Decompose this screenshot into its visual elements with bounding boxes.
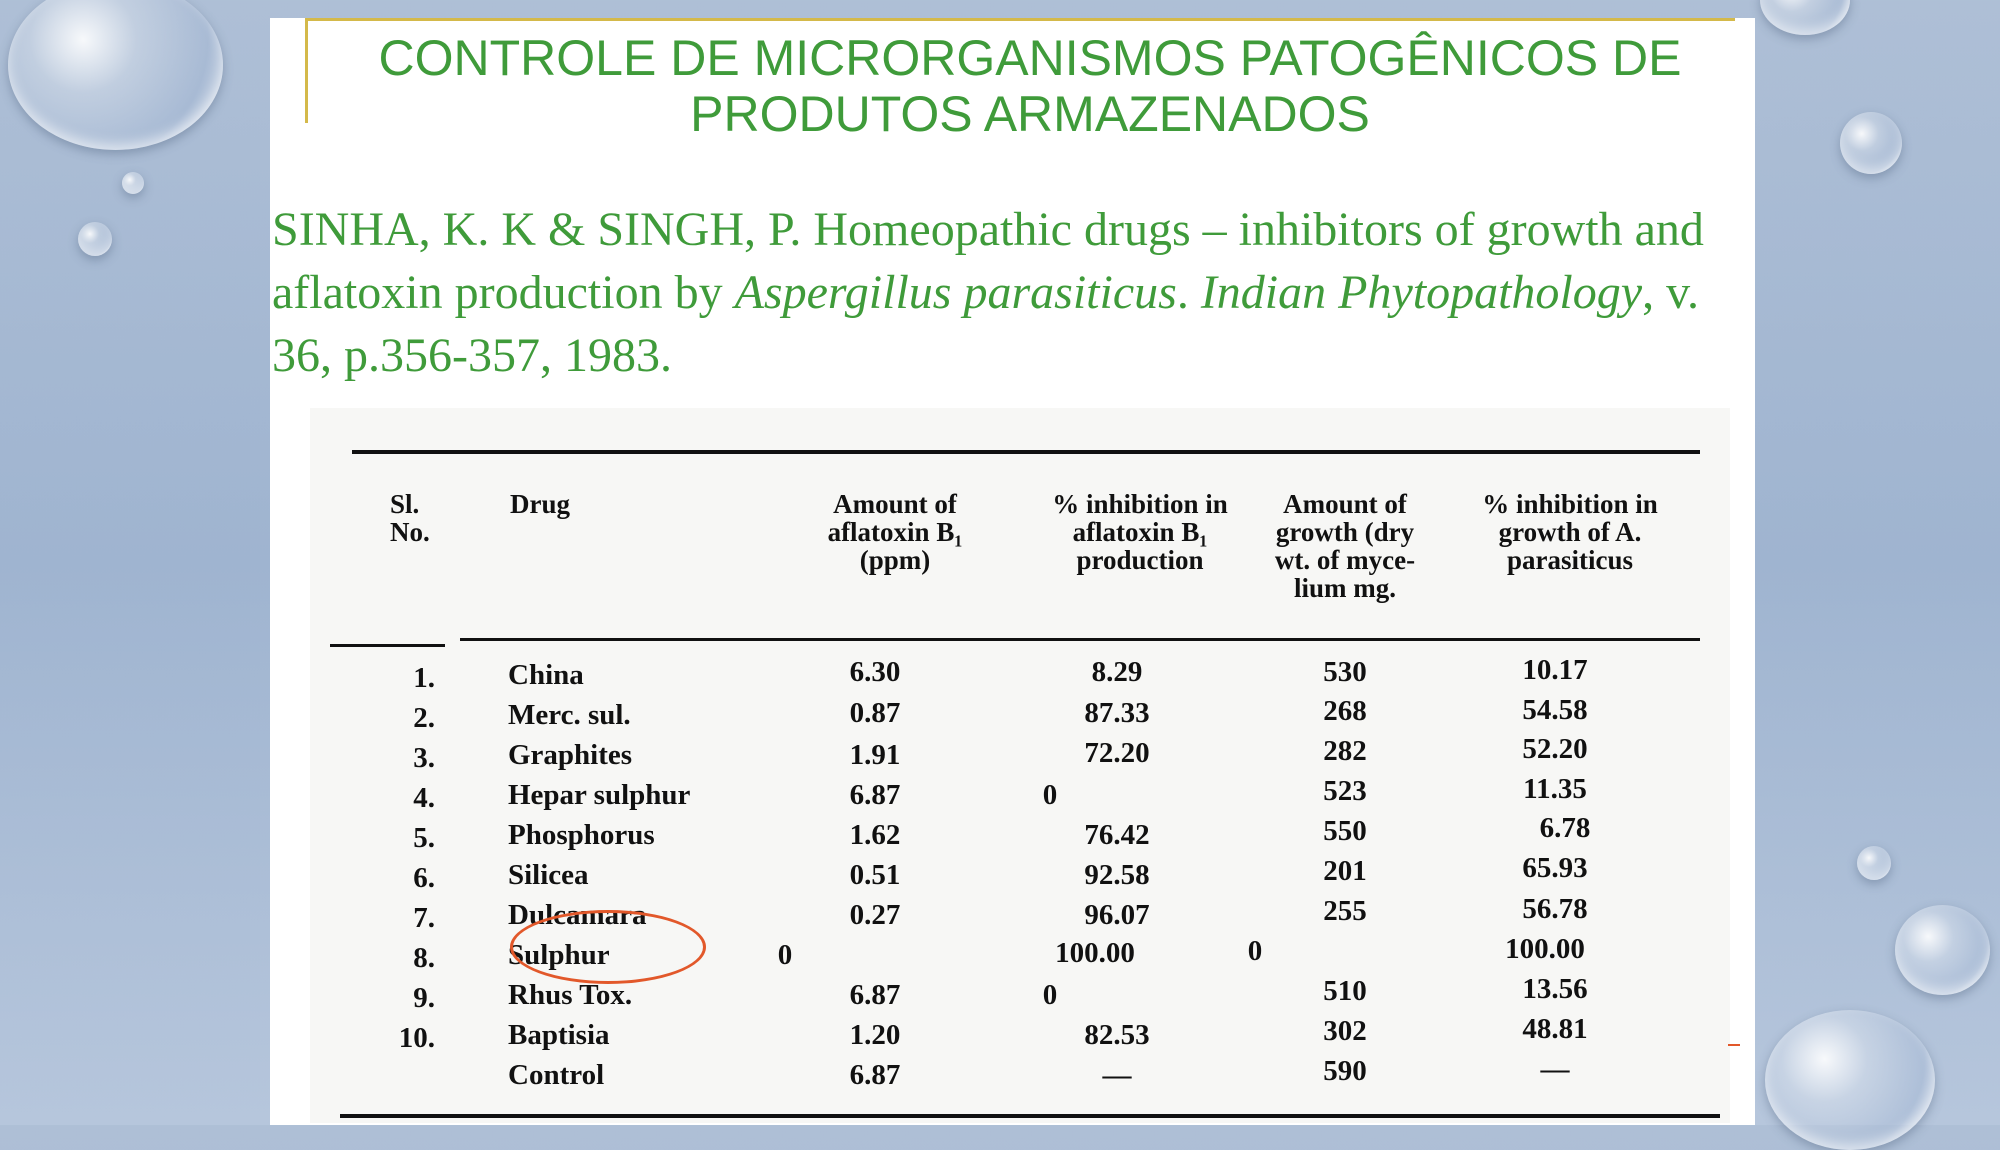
water-drop-decoration [1857, 846, 1891, 880]
cell-aflatoxin: 1.20 [849, 1019, 901, 1051]
cell-inhibition-growth: 11.35 [1523, 773, 1587, 805]
citation-species: Aspergillus parasiticus [734, 266, 1177, 319]
scanned-table [310, 408, 1730, 1123]
citation-authors: SINHA, K. K & SINGH, P. Homeopathic drugs – inhibitors of growth and aflatoxin production by [272, 203, 1704, 319]
citation-separator: . [1176, 266, 1201, 319]
slide-edge-mark [1728, 1044, 1740, 1046]
cell-aflatoxin: 0 [777, 939, 793, 971]
cell-aflatoxin: 6.87 [849, 779, 901, 811]
title-accent-bar [305, 18, 308, 123]
cell-inhibition-growth: 52.20 [1522, 733, 1588, 765]
cell-aflatoxin: 0.87 [849, 697, 901, 729]
cell-drug: China [508, 659, 584, 691]
header-drug: Drug [510, 489, 570, 519]
cell-inhibition-growth: 6.78 [1539, 812, 1591, 844]
water-drop-decoration [78, 222, 112, 256]
header-aflatoxin: Amount of aflatoxin B₁ (ppm) [827, 489, 963, 575]
cell-growth: 268 [1323, 695, 1367, 727]
cell-inhibition-aflatoxin: 96.07 [1084, 899, 1150, 931]
cell-growth: 550 [1323, 815, 1367, 847]
cell-sl: 3. [413, 742, 435, 774]
cell-sl: 10. [398, 1022, 435, 1054]
header-bottom-rule-left [330, 644, 445, 647]
cell-aflatoxin: 0.27 [849, 899, 901, 931]
cell-inhibition-growth: 10.17 [1522, 654, 1588, 686]
cell-inhibition-growth: 54.58 [1522, 694, 1588, 726]
cell-inhibition-aflatoxin: 100.00 [1055, 937, 1135, 969]
cell-inhibition-growth: 65.93 [1522, 852, 1588, 884]
cell-aflatoxin: 1.91 [849, 739, 901, 771]
cell-drug: Rhus Tox. [508, 979, 633, 1011]
cell-aflatoxin: 6.30 [849, 656, 901, 688]
cell-drug: Merc. sul. [508, 699, 631, 731]
water-drop-decoration [8, 0, 223, 150]
cell-drug: Control [508, 1059, 605, 1091]
header-growth: Amount of growth (dry wt. of myce- lium mg. [1274, 489, 1416, 603]
cell-sl: 1. [413, 662, 435, 694]
cell-inhibition-growth: — [1540, 1053, 1570, 1085]
cell-growth: 590 [1323, 1055, 1367, 1087]
cell-drug: Hepar sulphur [508, 779, 691, 811]
citation-reference [272, 198, 1752, 387]
cell-sl: 7. [413, 902, 435, 934]
cell-drug: Silicea [508, 859, 589, 891]
water-drop-decoration [1760, 0, 1850, 35]
cell-sl: 4. [413, 782, 435, 814]
cell-inhibition-aflatoxin: 82.53 [1084, 1019, 1150, 1051]
table-bottom-rule [340, 1114, 1720, 1118]
cell-inhibition-growth: 56.78 [1522, 893, 1588, 925]
cell-inhibition-growth: 13.56 [1522, 973, 1588, 1005]
cell-drug: Dulcamara [508, 899, 647, 931]
cell-inhibition-aflatoxin: 87.33 [1084, 697, 1150, 729]
cell-growth: 530 [1323, 656, 1367, 688]
cell-aflatoxin: 6.87 [849, 1059, 901, 1091]
cell-sl: 2. [413, 702, 435, 734]
cell-growth: 255 [1323, 895, 1367, 927]
cell-sl: 6. [413, 862, 435, 894]
cell-inhibition-aflatoxin: 92.58 [1084, 859, 1150, 891]
cell-inhibition-aflatoxin: 76.42 [1084, 819, 1150, 851]
header-inhibition-aflatoxin: % inhibition in aflatoxin B₁ production [1052, 489, 1228, 575]
cell-inhibition-aflatoxin: 8.29 [1091, 656, 1143, 688]
cell-growth: 0 [1247, 935, 1263, 967]
water-drop-decoration [1895, 905, 1990, 995]
cell-inhibition-growth: 100.00 [1505, 933, 1585, 965]
cell-aflatoxin: 0.51 [849, 859, 901, 891]
citation-journal: Indian Phytopathology [1200, 266, 1643, 319]
cell-drug: Graphites [508, 739, 633, 771]
table-top-rule [352, 450, 1700, 454]
slide-title: CONTROLE DE MICRORGANISMOS PATOGÊNICOS DE PRODUTOS ARMAZENADOS [378, 30, 1682, 142]
title-accent-line [305, 18, 1735, 21]
cell-inhibition-growth: 48.81 [1522, 1013, 1588, 1045]
cell-inhibition-aflatoxin: 0 [1042, 779, 1058, 811]
cell-aflatoxin: 6.87 [849, 979, 901, 1011]
cell-growth: 282 [1323, 735, 1367, 767]
cell-growth: 510 [1323, 975, 1367, 1007]
header-inhibition-growth: % inhibition in growth of A. parasiticus [1482, 489, 1658, 575]
water-drop-decoration [1840, 112, 1902, 174]
cell-growth: 201 [1323, 855, 1367, 887]
cell-drug: Phosphorus [508, 819, 655, 851]
slide-content [270, 18, 1755, 1125]
cell-growth: 302 [1323, 1015, 1367, 1047]
cell-drug: Baptisia [508, 1019, 610, 1051]
cell-inhibition-aflatoxin: 72.20 [1084, 737, 1150, 769]
cell-growth: 523 [1323, 775, 1367, 807]
citation-details: , v. 36, p.356-357, 1983. [272, 266, 1699, 382]
header-bottom-rule [460, 638, 1700, 641]
cell-sl: 5. [413, 822, 435, 854]
header-sl-no: Sl. No. [390, 489, 430, 547]
cell-sl: 9. [413, 982, 435, 1014]
water-drop-decoration [122, 172, 144, 194]
highlight-oval-sulphur [510, 910, 706, 984]
cell-drug: Sulphur [508, 939, 610, 971]
cell-sl: 8. [413, 942, 435, 974]
cell-inhibition-aflatoxin: 0 [1042, 979, 1058, 1011]
cell-inhibition-aflatoxin: — [1102, 1059, 1132, 1091]
water-drop-decoration [1765, 1010, 1935, 1150]
cell-aflatoxin: 1.62 [849, 819, 901, 851]
